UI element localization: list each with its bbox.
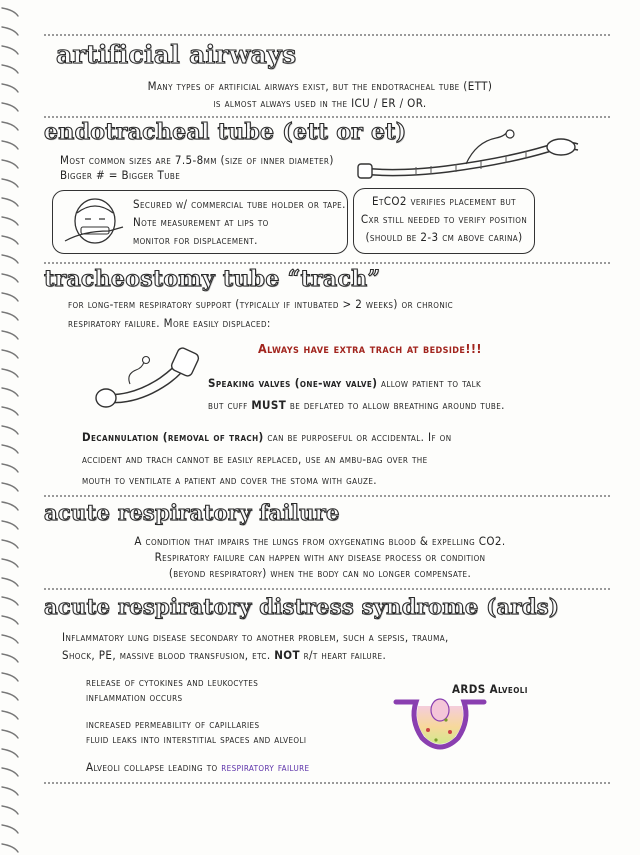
- spiral-ring: [2, 312, 18, 320]
- spiral-ring: [2, 559, 18, 567]
- collapse-text: Alveoli collapse leading to: [86, 760, 222, 774]
- spiral-ring: [2, 711, 18, 719]
- spiral-ring: [2, 141, 18, 149]
- ards-step-4: fluid leaks into interstitial spaces and alveoli: [86, 732, 307, 746]
- spiral-ring: [2, 825, 18, 833]
- spiral-ring: [2, 331, 18, 339]
- spiral-ring: [2, 768, 18, 776]
- trach-line-2: respiratory failure. More easily displaced:: [68, 316, 271, 330]
- etco2-box: [353, 188, 535, 254]
- section-divider: [44, 116, 610, 118]
- speaking-valve-line-2: [208, 398, 505, 412]
- arf-line-2: Respiratory failure can happen with any disease process or condition: [154, 550, 486, 564]
- securing-line-1: Secured w/ commercial tube holder or tape.: [133, 197, 346, 211]
- heading-artificial-airways: artificial airways: [56, 40, 297, 69]
- spiral-ring: [2, 160, 18, 168]
- section-divider: [44, 34, 610, 36]
- spiral-binding: [0, 0, 30, 855]
- decannulation-text: can be purposeful or accidental. If on: [263, 430, 452, 444]
- intubated-patient-icon: [63, 197, 127, 249]
- ards-line-1: Inflammatory lung disease secondary to another problem, such a sepsis, trauma,: [62, 630, 449, 644]
- cuff-must: MUST: [251, 398, 287, 412]
- spiral-ring: [2, 483, 18, 491]
- ards-line-2: [62, 648, 386, 662]
- speaking-valve-text: allow patient to talk: [377, 376, 482, 390]
- arf-line-1: A condition that impairs the lungs from oxygenating blood & expelling CO2.: [134, 534, 506, 548]
- spiral-ring: [2, 350, 18, 358]
- cuff-text-post: be deflated to allow breathing around tube.: [286, 398, 505, 412]
- spiral-ring: [2, 8, 18, 16]
- section-divider: [44, 782, 610, 784]
- spiral-ring: [2, 806, 18, 814]
- spiral-ring: [2, 654, 18, 662]
- spiral-ring: [2, 122, 18, 130]
- spiral-ring: [2, 27, 18, 35]
- endotracheal-tube-icon: [356, 128, 586, 184]
- spiral-ring: [2, 616, 18, 624]
- etco2-line-3: (should be 2-3 cm above carina): [365, 230, 523, 244]
- decannulation-line-3: mouth to ventilate a patient and cover the stoma with gauze.: [82, 473, 377, 487]
- ards-alveoli-label: ARDS Alveoli: [452, 682, 528, 696]
- spiral-ring: [2, 844, 18, 852]
- heading-tracheostomy-tube: tracheostomy tube “trach”: [44, 266, 381, 292]
- spiral-ring: [2, 521, 18, 529]
- intro-line-1: Many types of artificial airways exist, but the endotracheal tube (ETT): [147, 79, 493, 93]
- spiral-ring: [2, 787, 18, 795]
- ett-sizes-line-1: Most common sizes are 7.5-8mm (size of inner diameter): [60, 153, 334, 167]
- section-divider: [44, 262, 610, 264]
- securing-line-3: monitor for displacement.: [133, 233, 258, 247]
- spiral-ring: [2, 445, 18, 453]
- decannulation-term: Decannulation (removal of trach): [82, 430, 264, 444]
- spiral-ring: [2, 103, 18, 111]
- ards-not: NOT: [274, 648, 300, 662]
- ards-line-2-pre: Shock, PE, massive blood transfusion, etc.: [62, 648, 275, 662]
- trach-warning: Always have extra trach at bedside!!!: [258, 341, 482, 356]
- ards-step-5: [86, 760, 310, 774]
- spiral-ring: [2, 388, 18, 396]
- heading-ards: acute respiratory distress syndrome (ards): [44, 594, 560, 619]
- spiral-ring: [2, 540, 18, 548]
- ards-step-2: inflammation occurs: [86, 690, 183, 704]
- arf-line-3: (beyond respiratory) when the body can no longer compensate.: [168, 566, 472, 580]
- spiral-ring: [2, 673, 18, 681]
- ards-step-3: increased permeability of capillaries: [86, 717, 260, 731]
- spiral-ring: [2, 749, 18, 757]
- section-divider: [44, 495, 610, 497]
- spiral-ring: [2, 369, 18, 377]
- spiral-ring: [2, 217, 18, 225]
- spiral-ring: [2, 635, 18, 643]
- spiral-ring: [2, 426, 18, 434]
- ett-securing-box: [52, 190, 348, 254]
- spiral-ring: [2, 407, 18, 415]
- decannulation-line-1: [82, 430, 452, 444]
- spiral-ring: [2, 198, 18, 206]
- heading-endotracheal-tube: endotracheal tube (ett or et): [44, 119, 407, 145]
- etco2-line-2: Cxr still needed to verify position: [360, 212, 528, 226]
- trach-tube-icon: [90, 348, 200, 410]
- cuff-text-pre: but cuff: [208, 398, 252, 412]
- intro-line-2: is almost always used in the ICU / ER / OR.: [213, 96, 427, 110]
- ards-alveolus-icon: [392, 690, 488, 760]
- heading-acute-respiratory-failure: acute respiratory failure: [44, 500, 340, 525]
- spiral-ring: [2, 46, 18, 54]
- spiral-ring: [2, 84, 18, 92]
- trach-line-1: for long-term respiratory support (typically if intubated > 2 weeks) or chronic: [68, 297, 454, 311]
- spiral-ring: [2, 730, 18, 738]
- ett-sizes-line-2: Bigger # = Bigger Tube: [60, 168, 181, 182]
- spiral-ring: [2, 597, 18, 605]
- speaking-valve-line-1: [208, 376, 481, 390]
- speaking-valve-term: Speaking valves (one-way valve): [208, 376, 378, 390]
- etco2-line-1: EtCO2 verifies placement but: [372, 194, 516, 208]
- spiral-ring: [2, 274, 18, 282]
- collapse-highlight: respiratory failure: [221, 760, 310, 774]
- spiral-ring: [2, 464, 18, 472]
- spiral-ring: [2, 255, 18, 263]
- spiral-ring: [2, 65, 18, 73]
- spiral-ring: [2, 692, 18, 700]
- ards-step-1: release of cytokines and leukocytes: [86, 675, 259, 689]
- spiral-ring: [2, 293, 18, 301]
- spiral-ring: [2, 502, 18, 510]
- decannulation-line-2: accident and trach cannot be easily replaced, use an ambu-bag over the: [82, 452, 428, 466]
- spiral-ring: [2, 578, 18, 586]
- spiral-ring: [2, 179, 18, 187]
- spiral-ring: [2, 236, 18, 244]
- section-divider: [44, 588, 610, 590]
- ards-line-2-post: r/t heart failure.: [299, 648, 387, 662]
- securing-line-2: Note measurement at lips to: [133, 215, 269, 229]
